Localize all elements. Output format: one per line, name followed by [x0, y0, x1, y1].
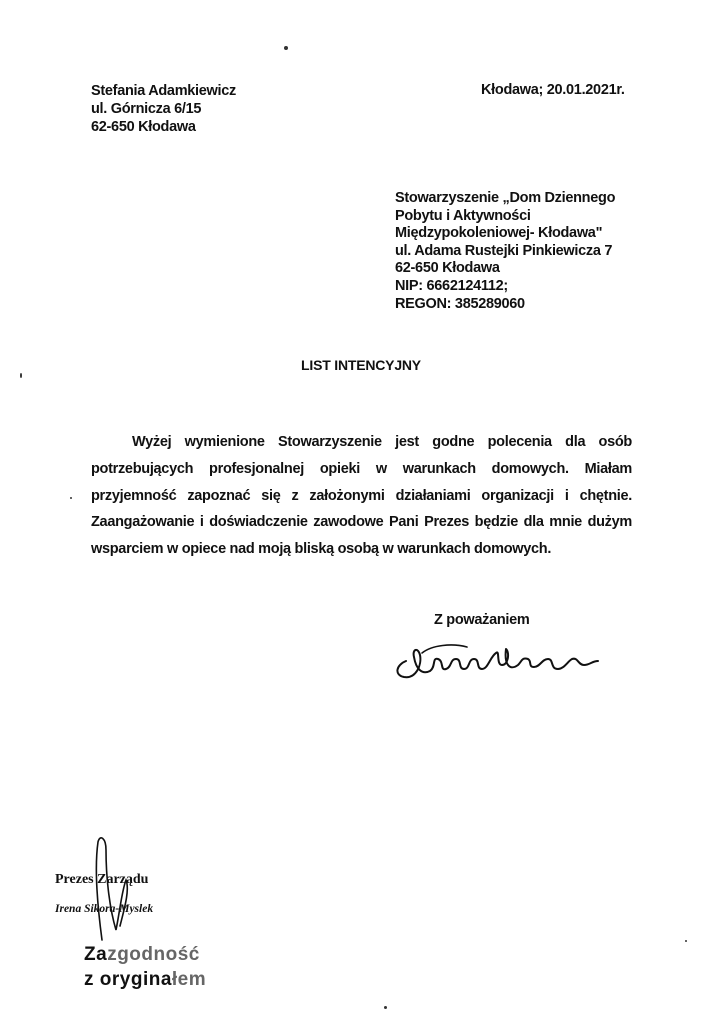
scan-speck: [384, 1006, 387, 1009]
certification-line-1-faded: zgodność: [107, 944, 200, 965]
scan-speck: [685, 940, 687, 942]
certification-stamp: [84, 942, 206, 992]
recipient-line-5: 62-650 Kłodawa: [395, 260, 500, 277]
scan-speck: [20, 373, 22, 378]
certification-line-1-start: Za: [84, 944, 108, 965]
stamp-role: Prezes Zarządu: [55, 872, 149, 887]
recipient-line-1: Stowarzyszenie „Dom Dziennego: [395, 190, 616, 206]
sender-postal-city: 62-650 Kłodawa: [91, 119, 196, 135]
recipient-nip: NIP: 6662124112;: [395, 277, 508, 294]
recipient-line-2: Pobytu i Aktywności: [395, 207, 531, 224]
stamp-name: Irena Sikora-Myslek: [55, 903, 154, 915]
recipient-regon: REGON: 385289060: [395, 295, 525, 312]
letter-date: Kłodawa; 20.01.2021r.: [481, 82, 625, 98]
recipient-line-4: ul. Adama Rustejki Pinkiewicza 7: [395, 242, 613, 259]
letter-body: Wyżej wymienione Stowarzyszenie jest godne polecenia dla osób potrzebujących profesjonalnej opieki w warunkach domowych. Miałam przyjemność zapoznać się z założonymi działaniami organizacji i chętnie. Zaangażowanie i doświadczenie zawodowe Pani Prezes będzie dla mnie dużym wsparciem w opiece nad moją bliską osobą w warunkach domowych.: [91, 434, 632, 558]
certification-line-2-start: z orygina: [84, 969, 172, 990]
closing-phrase: Z poważaniem: [434, 612, 530, 628]
scan-speck: [70, 497, 72, 499]
sender-street: ul. Górnicza 6/15: [91, 101, 202, 117]
letter-title: LIST INTENCYJNY: [301, 357, 421, 373]
certification-line-2: [84, 967, 206, 992]
handwritten-signature: [392, 635, 607, 685]
certification-line-2-faded: łem: [171, 969, 207, 990]
scan-speck: [284, 46, 288, 50]
sender-name: Stefania Adamkiewicz: [91, 83, 236, 99]
recipient-line-3: Międzypokoleniowej- Kłodawa": [395, 225, 603, 242]
stamp-signature: [80, 830, 160, 950]
sender-address: [91, 82, 236, 136]
recipient-address: [395, 190, 615, 313]
certification-line-1: [84, 942, 206, 967]
